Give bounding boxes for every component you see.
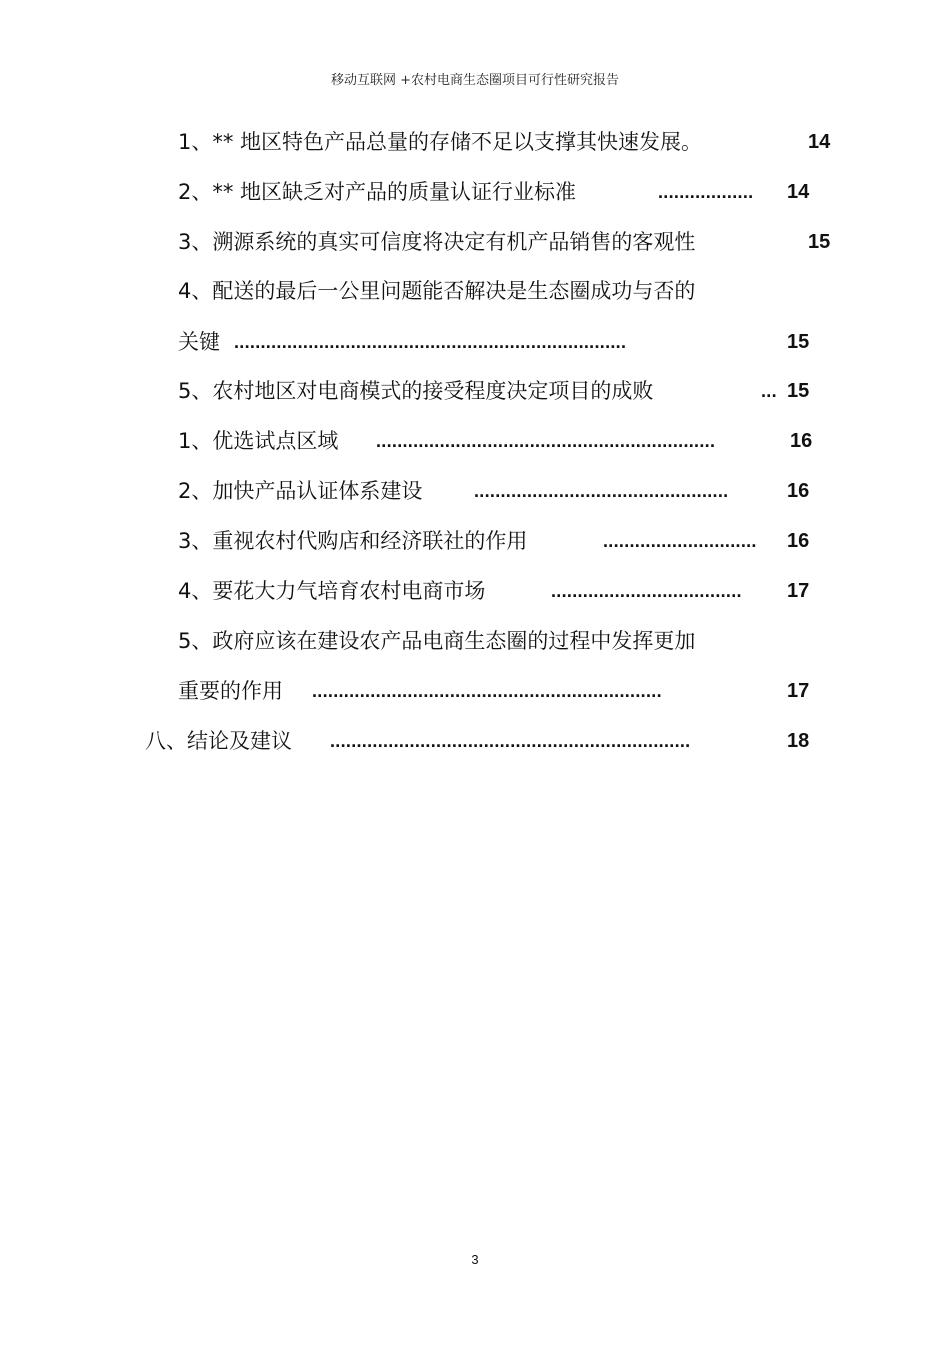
toc-entry-leader: ..................: [658, 182, 754, 202]
toc-entry-title: 1、优选试点区域: [178, 429, 339, 453]
toc-entry[interactable]: [178, 127, 838, 157]
toc-entry-page: 15: [787, 331, 810, 353]
toc-entry-page: 14: [808, 131, 831, 153]
page-number: 3: [471, 1252, 479, 1267]
toc-entry-title: 4、要花大力气培育农村电商市场: [178, 579, 486, 603]
toc-entry-title: 八、结论及建议: [145, 729, 292, 753]
toc-entry-page: 17: [787, 680, 810, 702]
toc-entry-leader: ................................................................: [376, 431, 716, 451]
toc-entry-page: 17: [787, 580, 810, 602]
toc-entry[interactable]: [178, 376, 818, 406]
toc-entry-page: 16: [790, 430, 813, 452]
toc-entry[interactable]: [178, 626, 818, 656]
toc-entry-leader: ..........................................................................: [234, 332, 627, 352]
toc-entry[interactable]: [178, 576, 818, 606]
toc-entry[interactable]: [178, 227, 838, 257]
toc-entry-title: 2、加快产品认证体系建设: [178, 479, 423, 503]
toc-entry[interactable]: [178, 327, 818, 357]
toc-entry-leader: ...: [761, 381, 777, 401]
toc-entry-title: 2、** 地区缺乏对产品的质量认证行业标准: [178, 180, 577, 204]
toc-entry-title: 3、重视农村代购店和经济联社的作用: [178, 529, 528, 553]
toc-entry[interactable]: [145, 726, 820, 756]
toc-entry-title: 5、农村地区对电商模式的接受程度决定项目的成败: [178, 379, 654, 403]
toc-entry-leader: ....................................................................: [330, 731, 691, 751]
toc-entry-page: 18: [787, 730, 810, 752]
toc-entry-title: 4、配送的最后一公里问题能否解决是生态圈成功与否的: [178, 279, 696, 303]
toc-entry[interactable]: [178, 526, 818, 556]
toc-entry[interactable]: [178, 676, 818, 706]
toc-entry-leader: ..................................................................: [312, 681, 662, 701]
toc-entry-page: 15: [808, 231, 831, 253]
toc-entry-leader: .............................: [603, 531, 757, 551]
toc-entry-page: 14: [787, 181, 810, 203]
toc-entry-leader: ................................................: [474, 481, 729, 501]
toc-entry-title: 关键: [178, 330, 220, 354]
running-header: 移动互联网 +农村电商生态圈项目可行性研究报告: [330, 73, 620, 88]
toc-entry[interactable]: [178, 177, 818, 207]
toc-entry[interactable]: [178, 276, 818, 306]
toc-entry-title: 1、** 地区特色产品总量的存储不足以支撑其快速发展。: [178, 130, 703, 154]
toc-entry-page: 16: [787, 480, 810, 502]
toc-entry-page: 15: [787, 380, 810, 402]
toc-entry-title: 5、政府应该在建设农产品电商生态圈的过程中发挥更加: [178, 629, 696, 653]
toc-entry-page: 16: [787, 530, 810, 552]
toc-entry-leader: ....................................: [551, 581, 742, 601]
toc-entry-title: 3、溯源系统的真实可信度将决定有机产品销售的客观性: [178, 230, 696, 254]
toc-entry[interactable]: [178, 426, 818, 456]
toc-entry-title: 重要的作用: [178, 679, 283, 703]
toc-entry[interactable]: [178, 476, 818, 506]
